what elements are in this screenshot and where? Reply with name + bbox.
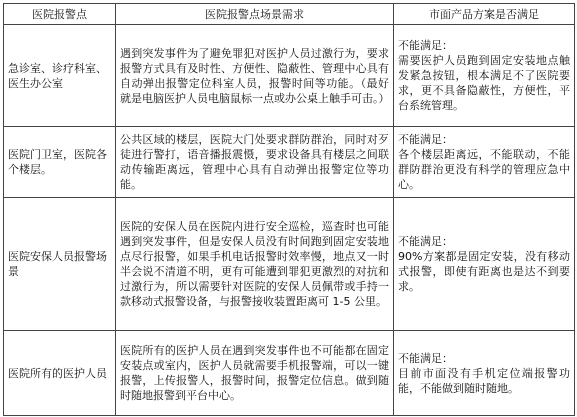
row-verdict-detail: 需要医护人员跑到固定安装地点触发紧急按钮，根本满足不了医院要求，更不具备隐蔽性，方便性，平台系统管理。 [398,54,570,112]
row-requirement: 遇到突发事件为了避免罪犯对医护人员过激行为，要求报警方式具有及时性、方便性、隐蔽性、管理中心具有自动弹出报警定位科室人员，报警时间等功能。（最好就是电脑医护人员电脑鼠标一点或办公桌上触手可击。） [116,25,394,127]
row-verdict-cell [394,127,575,198]
header-location: 医院报警点 [4,4,116,25]
row-verdict: 不能满足： [398,351,453,365]
row-verdict-detail: 各个楼层距离远，不能联动，不能群防群治更没有科学的管理应急中心。 [398,148,570,191]
row-requirement: 公共区域的楼层，医院大门处要求群防群治，同时对歹徒进行警打，语音播报震慑，要求设备具有楼层之间联动传输距离远，管理中心具有自动弹出报警定位等功能。 [116,127,394,198]
row-verdict-detail: 目前市面没有手机定位端报警功能，不能做到随时随地。 [398,366,570,395]
scenario-table [3,3,575,416]
table-row [4,127,575,198]
header-verdict: 市面产品方案是否满足 [394,4,575,25]
row-location: 急诊室、诊疗科室、医生办公室 [4,25,116,127]
row-verdict-cell [394,198,575,331]
row-verdict: 不能满足： [398,133,453,146]
row-location: 医院安保人员报警场景 [4,198,116,331]
header-requirement: 医院报警点场景需求 [116,4,394,25]
row-verdict-cell [394,331,575,416]
row-verdict: 不能满足： [398,235,453,248]
row-location: 医院所有的医护人员 [4,331,116,416]
row-verdict-detail: 90%方案都是固定安装，没有移动式报警，即使有距离也是达不到要求。 [398,250,570,293]
table-row [4,198,575,331]
row-location: 医院门卫室，医院各个楼层。 [4,127,116,198]
table-row [4,331,575,416]
row-requirement: 医院所有的医护人员在遇到突发事件也不可能都在固定安装点或室内，医护人员就需要手机报警端，可以一键报警，上传报警人，报警时间，报警定位信息。做到随时随地报警到平台中心。 [116,331,394,416]
table-row [4,25,575,127]
row-requirement: 医院的安保人员在医院内进行安全巡检，巡查时也可能遇到突发事件，但是安保人员没有时间跑到固定安装地点尽行报警，如果手机电话报警时效率慢，地点又一时半会说不清道不明，更有可能遭到罪犯更激烈的对抗和过激行为，所以需要针对医院的安保人员佩带或手持一款移动式报警设备，与报警接收装置距离可 1-5 公里。 [116,198,394,331]
table-header-row [4,4,575,25]
row-verdict-cell [394,25,575,127]
row-verdict: 不能满足： [398,39,453,52]
